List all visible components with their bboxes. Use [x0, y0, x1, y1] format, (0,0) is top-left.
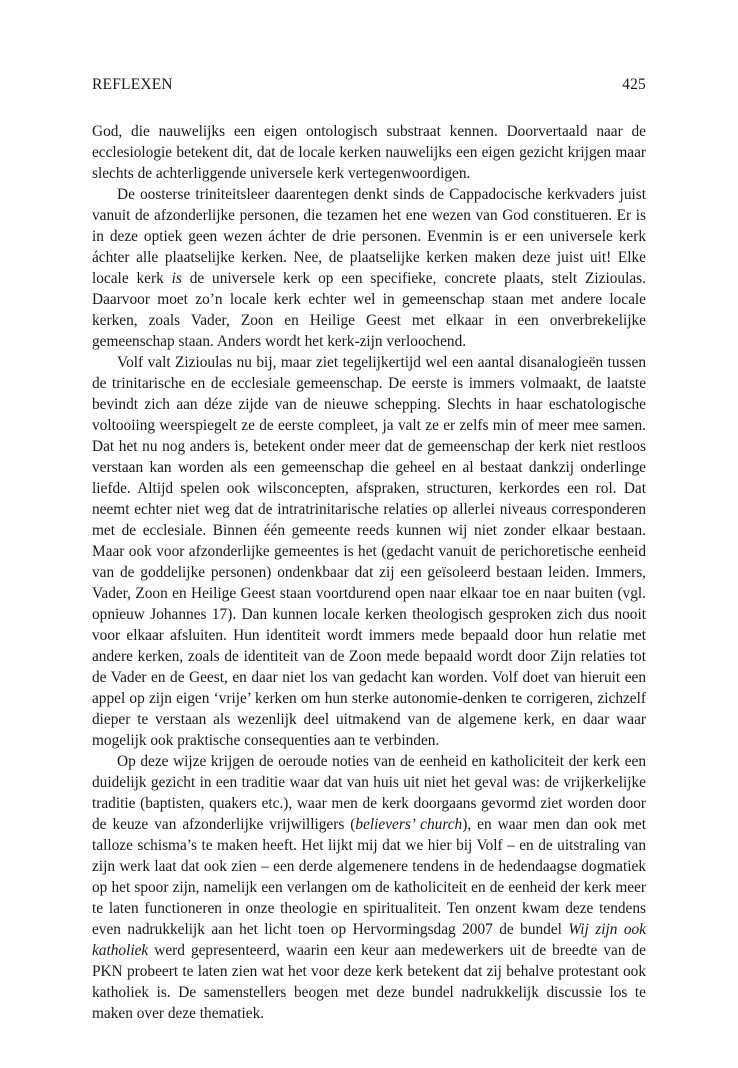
- paragraph: [92, 184, 646, 352]
- text-segment: ), en waar men dan ook met talloze schisma’s te maken heeft. Het lijkt mij dat we hier bij Volf – en de uitstraling van zijn werk laat dat ook zien – een derde algemenere tendens in de hedendaagse dogmatiek op het spoor zijn, namelijk een verlangen om de katholiciteit en de eenheid der kerk meer te laten functioneren in onze theologie en spiritualiteit. Ten onzent kwam deze tendens even nadrukkelijk aan het licht toen op Hervormingsdag 2007 de bundel: [92, 816, 646, 938]
- body-text: [92, 121, 646, 1024]
- text-segment: De oosterse triniteitsleer daarentegen denkt sinds de Cappadocische kerkvaders juist vanuit de afzonderlijke personen, die tezamen het ene wezen van God constitueren. Er is in deze optiek geen wezen áchter de drie personen. Evenmin is er een universele kerk áchter alle plaatselijke kerken. Nee, de plaatselijke kerken maken deze juist uit! Elke locale kerk: [92, 186, 646, 287]
- text-segment: Volf valt Zizioulas nu bij, maar ziet tegelijkertijd wel een aantal disanalogieën tussen de trinitarische en de ecclesiale gemeenschap. De eerste is immers volmaakt, de laatste bevindt zich aan déze zijde van de nieuwe schepping. Slechts in haar eschatologische voltooiing weerspiegelt ze de eerste compleet, ja valt ze er zelfs min of meer mee samen. Dat het nu nog anders is, betekent onder meer dat de gemeenschap der kerk niet restloos verstaan kan worden als een gemeenschap die geheel en al bestaat dankzij onderlinge liefde. Altijd spelen ook wilsconcepten, afspraken, structuren, kerkordes een rol. Dat neemt echter niet weg dat de intratrinitarische relaties op allerlei niveaus corresponderen met de ecclesiale. Binnen één gemeente reeds kunnen wij niet zonder elkaar bestaan. Maar ook voor afzonderlijke gemeentes is het (gedacht vanuit de perichoretische eenheid van de goddelijke personen) ondenkbaar dat zij een geïsoleerd bestaan leiden. Immers, Vader, Zoon en Heilige Geest staan voortdurend open naar elkaar toe en naar buiten (vgl. opnieuw Johannes 17). Dan kunnen locale kerken theologisch gesproken zich dus nooit voor elkaar afsluiten. Hun identiteit wordt immers mede bepaald door hun relatie met andere kerken, zoals de identiteit van de Zoon mede bepaald wordt door Zijn relaties tot de Vader en de Geest, en daar niet los van gedacht kan worden. Volf doet van hieruit een appel op zijn eigen ‘vrije’ kerken om hun sterke autonomie-denken te corrigeren, zichzelf dieper te verstaan als wezenlijk deel uitmakend van de algemene kerk, en daar waar mogelijk ook praktische consequenties aan te verbinden.: [92, 354, 646, 749]
- paragraph: [92, 751, 646, 1024]
- paragraph: [92, 352, 646, 751]
- running-head: REFLEXEN: [92, 76, 173, 93]
- italic-text-segment: Wij zijn ook katholiek: [92, 921, 646, 959]
- paragraph: [92, 121, 646, 184]
- italic-text-segment: is: [171, 270, 182, 287]
- page-header: [92, 76, 646, 96]
- text-segment: Op deze wijze krijgen de oeroude noties van de eenheid en katholiciteit der kerk een duidelijk gezicht in een traditie waar dat van huis uit niet het geval was: de vrijkerkelijke traditie (baptisten, quakers etc.), waar men de kerk doorgaans gevormd ziet worden door de keuze van afzonderlijke vrijwilligers (: [92, 753, 646, 833]
- italic-text-segment: believers’ church: [355, 816, 463, 833]
- text-segment: God, die nauwelijks een eigen ontologisch substraat kennen. Doorvertaald naar de ecclesiologie betekent dit, dat de locale kerken nauwelijks een eigen gezicht krijgen maar slechts de achterliggende universele kerk vertegenwoordigen.: [92, 123, 646, 182]
- text-segment: de universele kerk op een specifieke, concrete plaats, stelt Zizioulas. Daarvoor moet zo’n locale kerk echter wel in gemeenschap staan met andere locale kerken, zoals Vader, Zoon en Heilige Geest met elkaar in een onverbrekelijke gemeenschap staan. Anders wordt het kerk-zijn verloochend.: [92, 270, 646, 350]
- text-segment: werd gepresenteerd, waarin een keur aan medewerkers uit de breedte van de PKN probeert te laten zien wat het voor deze kerk betekent dat zij behalve protestant ook katholiek is. De samenstellers beogen met deze bundel nadrukkelijk discussie los te maken over deze thematiek.: [92, 942, 646, 1022]
- page-number: 425: [622, 76, 646, 93]
